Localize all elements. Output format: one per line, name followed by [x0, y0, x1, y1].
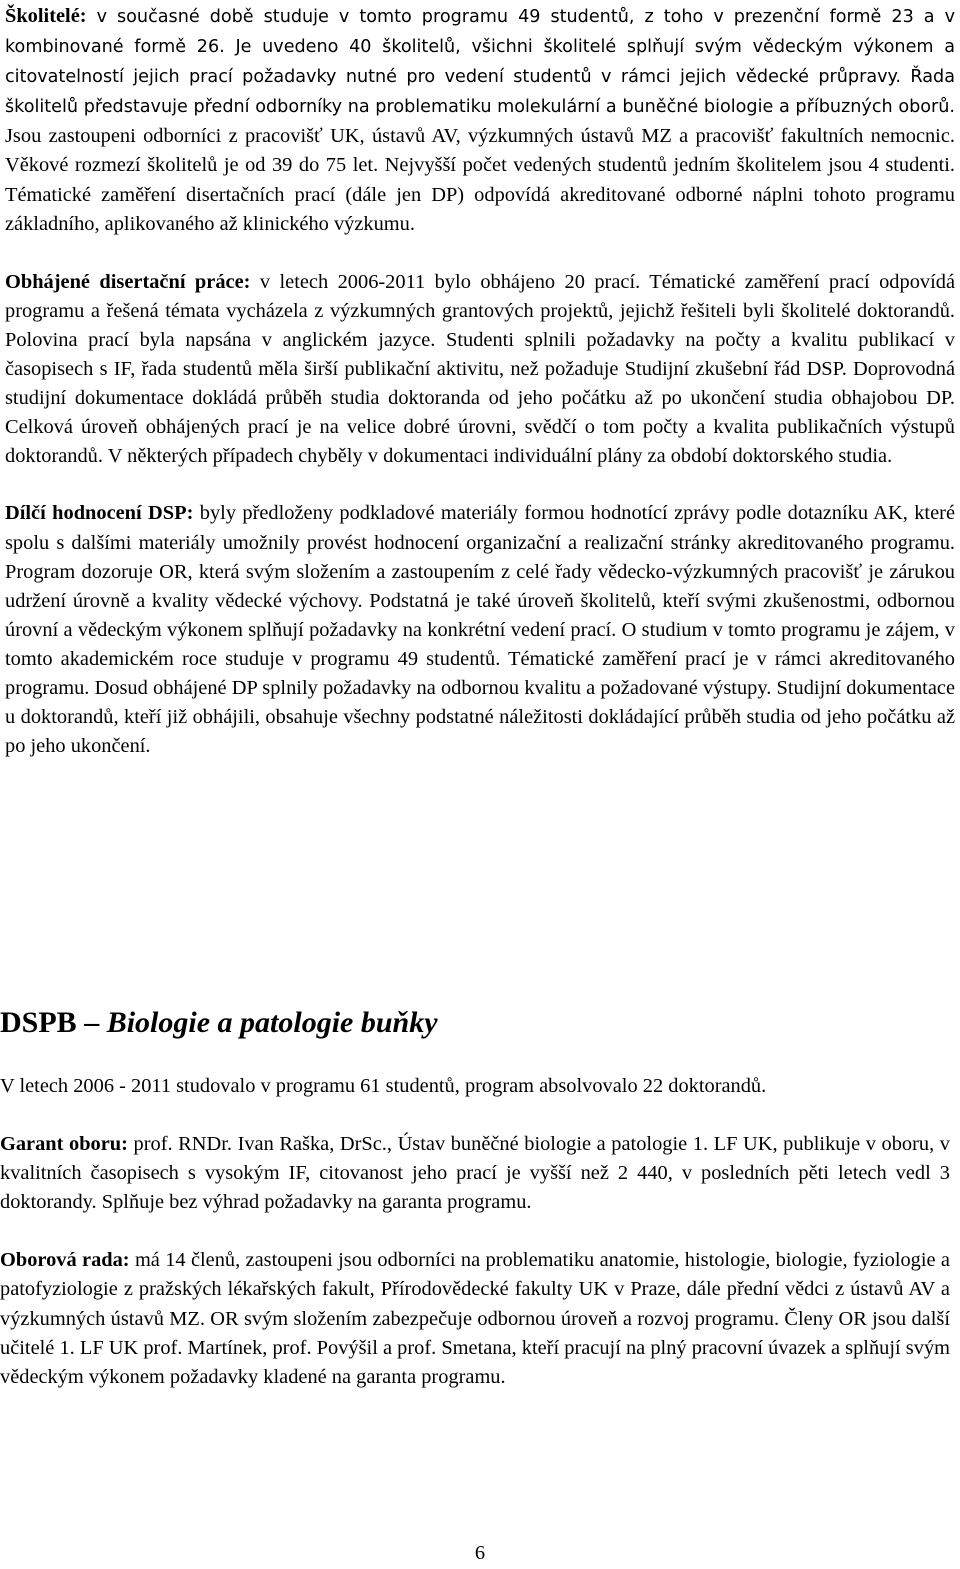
dilci-paragraph [5, 499, 955, 761]
garant-text: prof. RNDr. Ivan Raška, DrSc., Ústav buněčné biologie a patologie 1. LF UK, publikuje v oboru, v kvalitních časopisech s vysokým IF, citovanost jeho prací je vyšší než 2 440, v posledních pěti letech vedl 3 doktorandy. Splňuje bez výhrad požadavky na garanta programu. [0, 1133, 950, 1214]
dilci-text: byly předloženy podkladové materiály formou hodnotící zprávy podle dotazníku AK, které spolu s dalšími materiály umožnily provést hodnocení organizační a realizační stránky akreditovaného programu. Program dozoruje OR, která svým složením a zastoupením z celé řady vědecko-výzkumných pracovišť je zárukou udržení úrovně a kvality vědecké výchovy. Podstatná je také úroveň školitelů, kteří svými zkušenostmi, odbornou úrovní a vědeckým výkonem splňují požadavky na konkrétní vedení prací. O studium v tomto programu je zájem, v tomto akademickém roce studuje v programu 49 studentů. Tématické zaměření prací je v rámci akreditovaného programu. Dosud obhájené DP splnily požadavky na odbornou kvalitu a požadované výstupy. Studijní dokumentace u doktorandů, kteří již obhájili, obsahuje všechny podstatné náležitosti dokládající průběh studia od jeho počátku až po jeho ukončení. [5, 502, 955, 758]
obhajene-paragraph [5, 268, 955, 472]
document-page [5, 2, 955, 761]
page-number: 6 [474, 1542, 486, 1564]
oborova-paragraph [0, 1246, 950, 1391]
garant-label: Garant oboru: [0, 1133, 128, 1156]
dilci-label: Dílčí hodnocení DSP: [5, 502, 194, 525]
section-body [0, 1072, 950, 1392]
skolitele-text-sans: v současné době studuje v tomto programu 49 studentů, z toho v prezenční formě 23 a v kombinované formě 26. Je uvedeno 40 školitelů, všichni školitelé splňují svým vědeckým výkonem a citovatelností jejich prací požadavky nutné pro vedení studentů v rámci jejich vědecké průpravy. Řada školitelů představuje přední odborníky na problematiku molekulární a buněčné biologie a příbuzných oborů. [5, 7, 955, 118]
obhajene-text: v letech 2006-2011 bylo obhájeno 20 prací. Tématické zaměření prací odpovídá programu a řešená témata vycházela z výzkumných grantových projektů, jejichž řešiteli byli školitelé doktorandů. Polovina prací byla napsána v anglickém jazyce. Studenti splnili požadavky na počty a kvalitu publikací v časopisech s IF, řada studentů měla širší publikační aktivitu, než požaduje Studijní zkušební řád DSP. Doprovodná studijní dokumentace dokládá průběh studia doktoranda od jeho počátku až po ukončení studia obhajobou DP. Celková úroveň obhájených prací je na velice dobré úrovni, svědčí o tom počty a kvalita publikačních výstupů doktorandů. V některých případech chyběly v dokumentaci individuální plány za období doktorského studia. [5, 270, 955, 468]
skolitele-label: Školitelé: [5, 5, 87, 27]
heading-code: DSPB [0, 1006, 77, 1039]
garant-paragraph [0, 1130, 950, 1217]
heading-dash: – [76, 1006, 107, 1039]
skolitele-paragraph [5, 2, 955, 239]
section-heading [0, 1006, 438, 1040]
skolitele-text-serif: Jsou zastoupeni odborníci z pracovišť UK, ústavů AV, výzkumných ústavů MZ a pracovišť fakultních nemocnic. Věkové rozmezí školitelů je od 39 do 75 let. Nejvyšší počet vedených studentů jedním školitelem jsou 4 studenti. Tématické zaměření disertačních prací (dále jen DP) odpovídá akreditované odborné náplni tohoto programu základního, aplikovaného až klinického výzkumu. [5, 125, 955, 235]
oborova-label: Oborová rada: [0, 1249, 130, 1272]
oborova-text: má 14 členů, zastoupeni jsou odborníci na problematiku anatomie, histologie, biologie, fyziologie a patofyziologie z pražských lékařských fakult, Přírodovědecké fakulty UK v Praze, dále přední vědci z ústavů AV a výzkumných ústavů MZ. OR svým složením zabezpečuje odbornou úroveň a rozvoj programu. Členy OR jsou další učitelé 1. LF UK prof. Martínek, prof. Povýšil a prof. Smetana, kteří pracují na plný pracovní úvazek a splňují svým vědeckým výkonem požadavky kladené na garanta programu. [0, 1249, 950, 1388]
obhajene-label: Obhájené disertační práce: [5, 270, 251, 293]
intro-paragraph: V letech 2006 - 2011 studovalo v programu 61 studentů, program absolvovalo 22 doktorandů. [0, 1075, 767, 1097]
heading-title: Biologie a patologie buňky [106, 1006, 438, 1039]
